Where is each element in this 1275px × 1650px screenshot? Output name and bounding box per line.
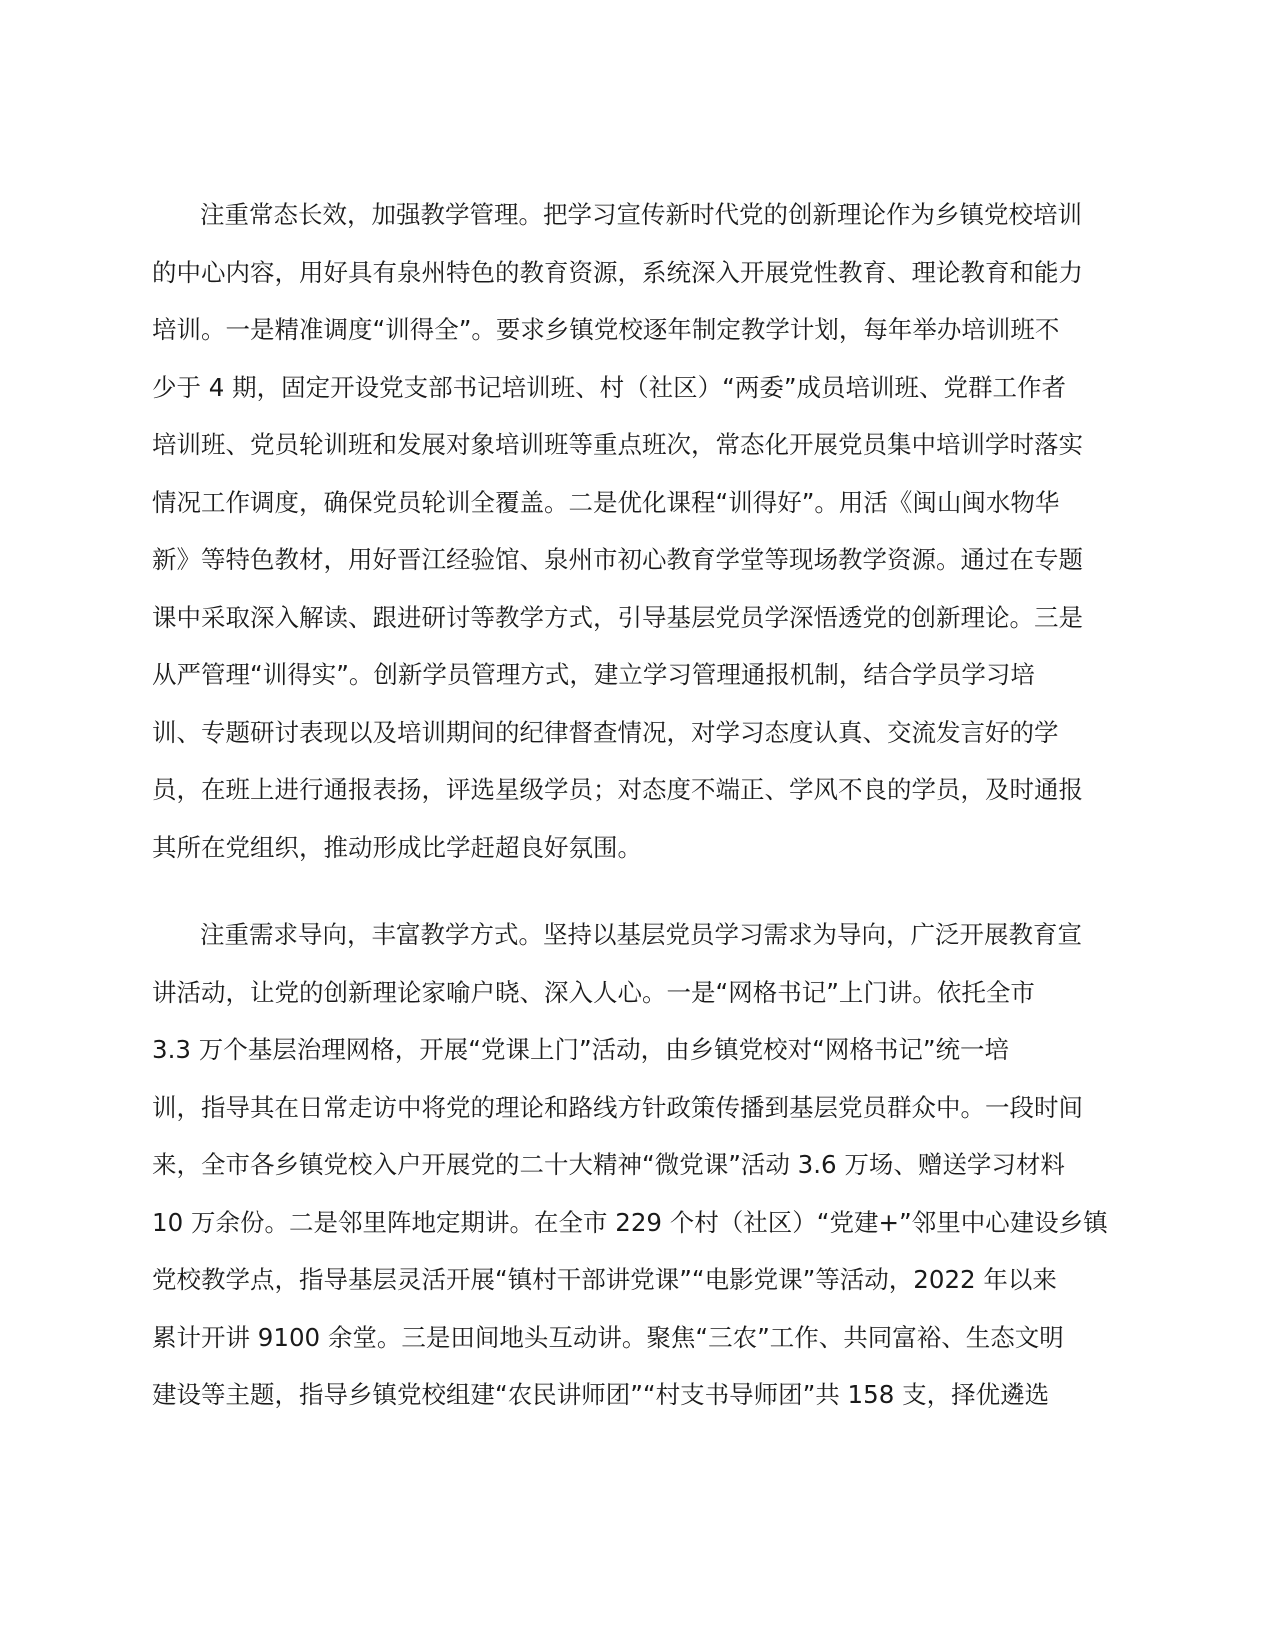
text-line: 训，指导其在日常走访中将党的理论和路线方针政策传播到基层党员群众中。一段时间 [152, 1092, 1083, 1122]
text-line: 党校教学点，指导基层灵活开展“镇村干部讲党课”“电影党课”等活动，2022 年以来 [152, 1265, 1057, 1294]
text-line: 讲活动，让党的创新理论家喻户晓、深入人心。一是“网格书记”上门讲。依托全市 [152, 977, 1035, 1007]
text-line: 建设等主题，指导乡镇党校组建“农民讲师团”“村支书导师团”共 158 支，择优遴选 [152, 1380, 1050, 1409]
text-line: 来，全市各乡镇党校入户开展党的二十大精神“微党课”活动 3.6 万场、赠送学习材料 [152, 1150, 1065, 1179]
text-line: 新》等特色教材，用好晋江经验馆、泉州市初心教育学堂等现场教学资源。通过在专题 [152, 545, 1083, 574]
text-line: 训、专题研讨表现以及培训期间的纪律督查情况，对学习态度认真、交流发言好的学 [152, 717, 1059, 747]
text-line: 的中心内容，用好具有泉州特色的教育资源，系统深入开展党性教育、理论教育和能力 [152, 257, 1083, 287]
text-line: 培训班、党员轮训班和发展对象培训班等重点班次，常态化开展党员集中培训学时落实 [152, 430, 1083, 459]
text-line: 课中采取深入解读、跟进研讨等教学方式，引导基层党员学深悟透党的创新理论。三是 [152, 602, 1083, 632]
text-line: 注重常态长效，加强教学管理。把学习宣传新时代党的创新理论作为乡镇党校培训 [200, 200, 1082, 229]
paragraph-teaching-methods [152, 906, 1112, 1424]
text-line: 注重需求导向，丰富教学方式。坚持以基层党员学习需求为导向，广泛开展教育宣 [200, 920, 1082, 949]
text-line: 3.3 万个基层治理网格，开展“党课上门”活动，由乡镇党校对“网格书记”统一培 [152, 1035, 1010, 1064]
text-line: 其所在党组织，推动形成比学赶超良好氛围。 [152, 832, 642, 862]
text-line: 累计开讲 9100 余堂。三是田间地头互动讲。聚焦“三农”工作、共同富裕、生态文明 [152, 1322, 1064, 1352]
text-line: 10 万余份。二是邻里阵地定期讲。在全市 229 个村（社区）“党建+”邻里中心建设乡镇 [152, 1207, 1108, 1237]
text-line: 培训。一是精准调度“训得全”。要求乡镇党校逐年制定教学计划，每年举办培训班不 [152, 315, 1060, 344]
text-line: 情况工作调度，确保党员轮训全覆盖。二是优化课程“训得好”。用活《闽山闽水物华 [152, 487, 1060, 517]
text-line: 员，在班上进行通报表扬，评选星级学员；对态度不端正、学风不良的学员，及时通报 [152, 775, 1083, 804]
paragraph-teaching-management [152, 186, 1112, 876]
text-line: 从严管理“训得实”。创新学员管理方式，建立学习管理通报机制，结合学员学习培 [152, 660, 1035, 689]
text-line: 少于 4 期，固定开设党支部书记培训班、村（社区）“两委”成员培训班、党群工作者 [152, 372, 1067, 402]
